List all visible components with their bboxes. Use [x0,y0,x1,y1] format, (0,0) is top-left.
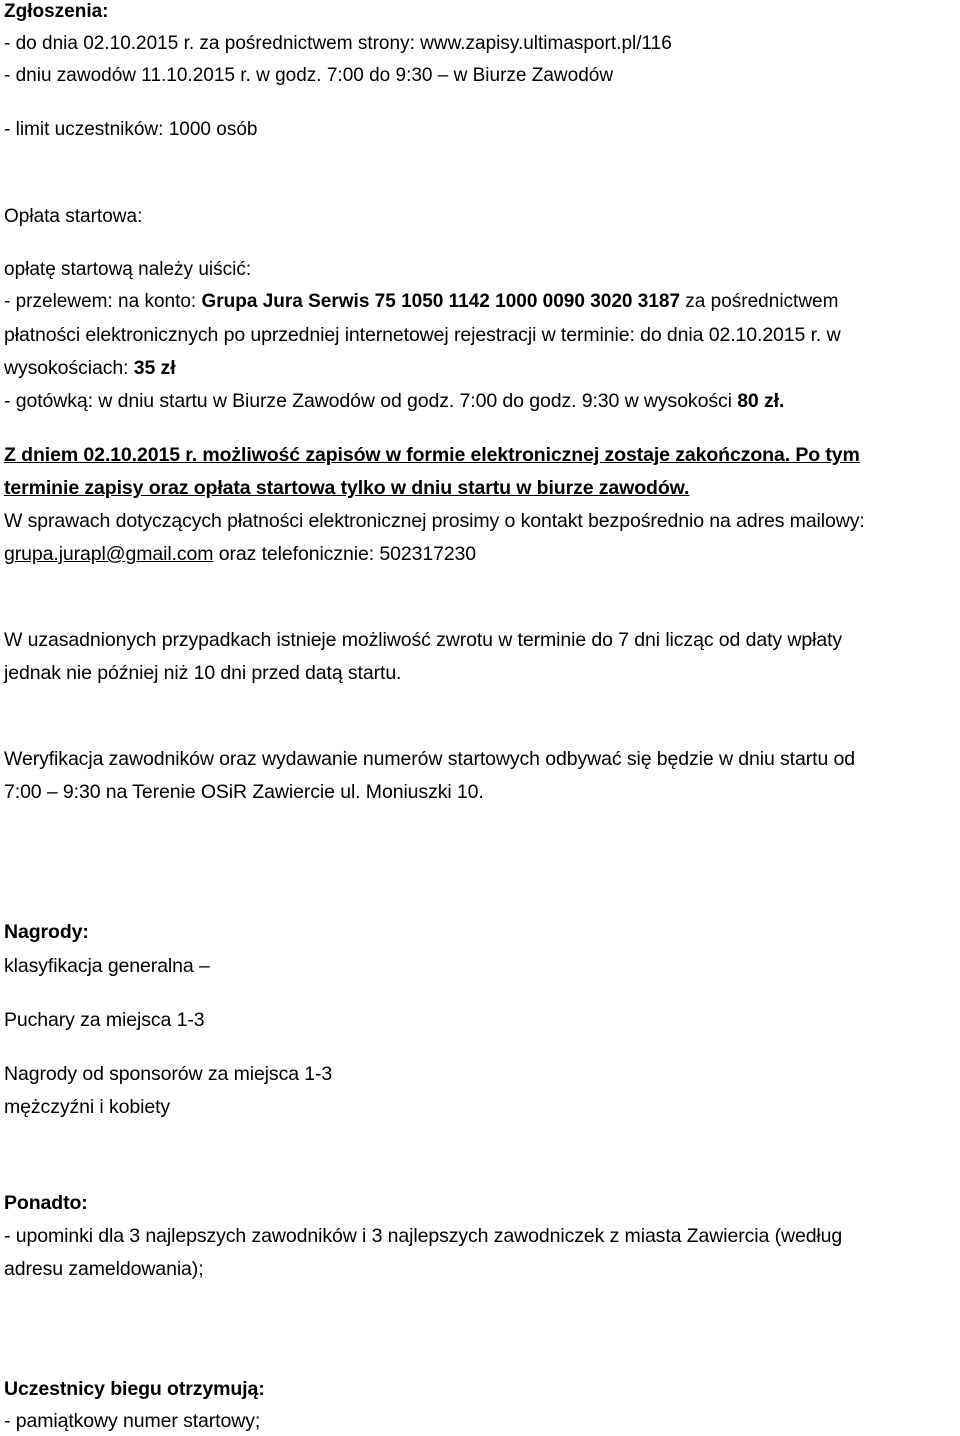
oplata-przelew-line [4,290,838,314]
weryfikacja-line-2: 7:00 – 9:30 na Terenie OSiR Zawiercie ul. Moniuszki 10. [4,781,484,803]
nagrody-line-2: Puchary za miejsca 1-3 [4,1009,205,1031]
uczestnicy-line-1: - pamiątkowy numer startowy; [4,1410,261,1432]
gotowka-amount: 80 zł [737,390,779,412]
zwrot-line-2: jednak nie później niż 10 dni przed datą startu. [4,662,402,684]
contact-phone: oraz telefonicznie: 502317230 [213,543,477,565]
przelew-line3-prefix: wysokościach: [4,357,134,379]
contact-email-link[interactable]: grupa.jurapl@gmail.com [4,543,214,565]
weryfikacja-line-1: Weryfikacja zawodników oraz wydawanie numerów startowych odbywać się będzie w dniu startu od [4,748,856,770]
uczestnicy-heading: Uczestnicy biegu otrzymują: [4,1378,265,1400]
ponadto-heading: Ponadto: [4,1192,88,1214]
zgloszenia-limit: - limit uczestników: 1000 osób [4,119,258,140]
zgloszenia-line-2: - dniu zawodów 11.10.2015 r. w godz. 7:00 do 9:30 – w Biurze Zawodów [4,65,614,86]
nagrody-heading: Nagrody: [4,921,89,943]
zgloszenia-line-1: - do dnia 02.10.2015 r. za pośrednictwem strony: www.zapisy.ultimasport.pl/116 [4,33,672,54]
oplata-gotowka-line [4,389,784,413]
gotowka-suffix: . [778,390,785,412]
zwrot-line-1: W uzasadnionych przypadkach istnieje możliwość zwrotu w terminie do 7 dni licząc od daty wpłaty [4,629,843,651]
oplata-heading: Opłata startowa: [4,206,143,227]
oplata-przelew-line-3 [4,356,176,380]
przelew-account: Grupa Jura Serwis 75 1050 1142 1000 0090 3020 3187 [201,291,681,312]
oplata-przelew-line-2: płatności elektronicznych po uprzedniej internetowej rejestracji w terminie: do dnia 02.10.2015 r. w [4,324,841,346]
zgloszenia-heading: Zgłoszenia: [4,1,109,22]
przelew-suffix: za pośrednictwem [680,291,839,312]
notice-line-2: terminie zapisy oraz opłata startowa tylko w dniu startu w biurze zawodów. [4,477,690,499]
przelew-prefix: - przelewem: na konto: [4,291,202,312]
ponadto-line-2: adresu zameldowania); [4,1258,204,1280]
gotowka-prefix: - gotówką: w dniu startu w Biurze Zawodów od godz. 7:00 do godz. 9:30 w wysokości [4,390,738,412]
contact-line-1: W sprawach dotyczących płatności elektronicznej prosimy o kontakt bezpośrednio na adres mailowy: [4,510,865,532]
oplata-intro: opłatę startową należy uiścić: [4,259,252,280]
ponadto-line-1: - upominki dla 3 najlepszych zawodników i 3 najlepszych zawodniczek z miasta Zawiercia (według [4,1225,843,1247]
nagrody-line-1: klasyfikacja generalna – [4,955,210,977]
nagrody-line-4: mężczyźni i kobiety [4,1096,171,1118]
przelew-amount: 35 zł [133,357,176,379]
nagrody-line-3: Nagrody od sponsorów za miejsca 1-3 [4,1063,333,1085]
notice-line-1: Z dniem 02.10.2015 r. możliwość zapisów w formie elektronicznej zostaje zakończona. Po tym [4,444,860,466]
contact-line-2 [4,542,476,566]
